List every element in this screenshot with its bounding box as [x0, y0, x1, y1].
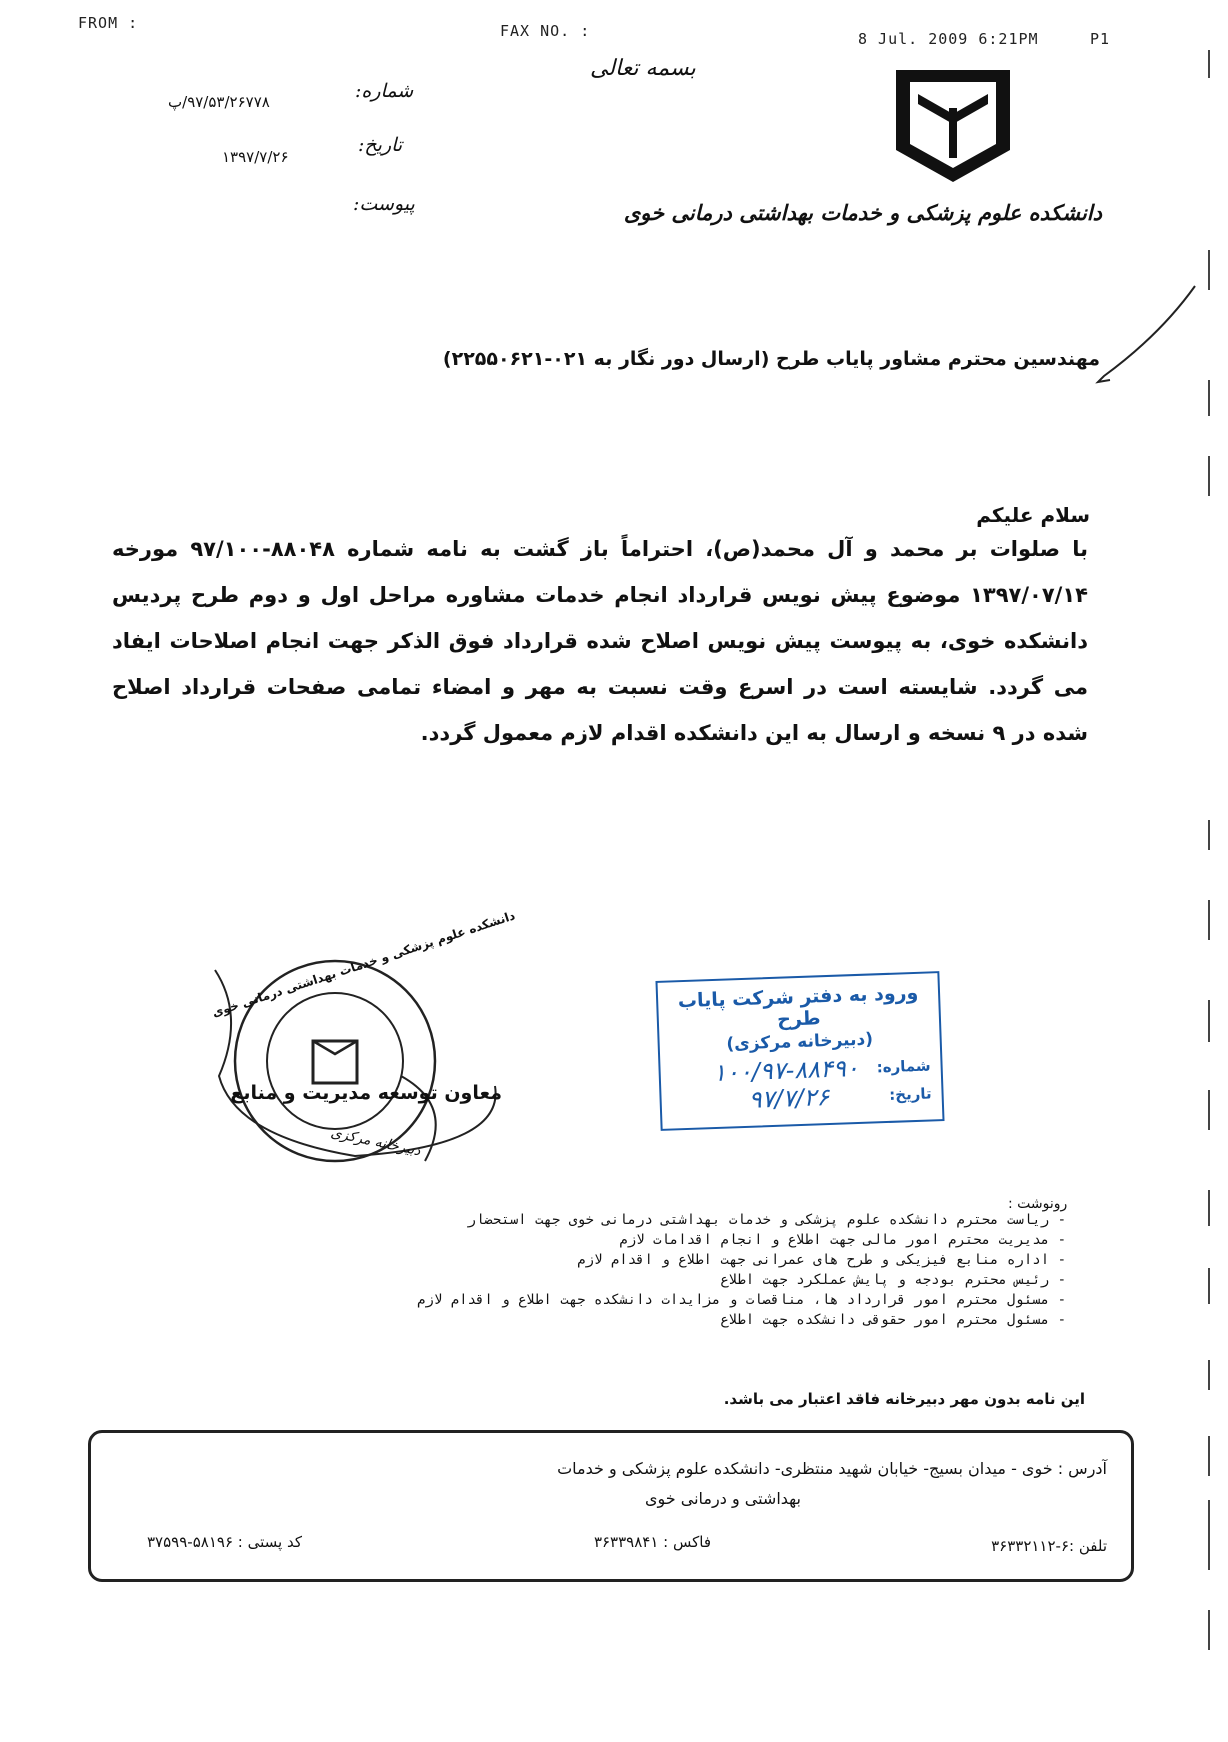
receipt-stamp: [655, 971, 944, 1131]
fax-page-number: P1: [1090, 30, 1111, 48]
receipt-number-value: ۱۰۰/۹۷-۸۸۴۹۰: [712, 1053, 860, 1088]
scan-edge-mark: [1208, 250, 1210, 290]
greeting: سلام علیکم: [976, 503, 1090, 527]
cc-item: - اداره منابع فیزیکی و طرح های عمرانی جهت اطلاع و اقدام لازم: [577, 1252, 1066, 1268]
letter-date: ۱۳۹۷/۷/۲۶: [222, 148, 289, 166]
scan-edge-mark: [1208, 1436, 1210, 1476]
receipt-stamp-line1: ورود به دفتر شرکت پایاب طرح: [677, 981, 919, 1031]
fax-number-label: FAX NO. :: [500, 22, 591, 40]
letter-number: ۹۷/۵۳/۲۶۷۷۸/پ: [168, 93, 270, 111]
invocation-text: بسمه تعالی: [590, 56, 696, 81]
footer-address-line2: بهداشتی و درمانی خوی: [645, 1489, 801, 1508]
scan-edge-mark: [1208, 1190, 1210, 1226]
receipt-date-label: تاریخ:: [888, 1084, 932, 1104]
scan-edge-mark: [1208, 1268, 1210, 1304]
cc-item: - مسئول محترم امور قرارداد ها، مناقصات و مزایدات دانشکده جهت اطلاع و اقدام لازم: [416, 1292, 1066, 1308]
date-label: تاریخ:: [358, 134, 403, 156]
scan-edge-mark: [1208, 456, 1210, 496]
receipt-number-label: شماره:: [876, 1056, 931, 1077]
scan-edge-mark: [1208, 1610, 1210, 1650]
footer-address-box: [88, 1430, 1134, 1582]
fax-date-time: 8 Jul. 2009 6:21PM: [858, 30, 1039, 48]
scan-edge-mark: [1208, 820, 1210, 850]
number-label: شماره:: [355, 80, 414, 102]
cc-item: - مسئول محترم امور حقوقی دانشکده جهت اطلاع: [720, 1312, 1066, 1328]
footer-fax: فاکس : ۳۶۳۳۹۸۴۱: [593, 1533, 711, 1551]
footer-address-line1: آدرس : خوی - میدان بسیج- خیابان شهید منتظری- دانشکده علوم پزشکی و خدمات: [557, 1459, 1107, 1478]
cc-label: رونوشت :: [1008, 1196, 1068, 1212]
footer-postal-code: کد پستی : ۵۸۱۹۶-۳۷۵۹۹: [147, 1533, 302, 1551]
scan-edge-mark: [1208, 1090, 1210, 1130]
attachment-label: پیوست:: [353, 193, 415, 215]
scan-edge-mark: [1208, 50, 1210, 78]
cc-list: [190, 1210, 1066, 1330]
fax-from-label: FROM :: [78, 14, 139, 32]
seal-bottom-text: دبیرخانه مرکزی: [329, 1124, 423, 1160]
scan-edge-mark: [1208, 900, 1210, 940]
cc-item: - رئیس محترم بودجه و پایش عملکرد جهت اطلاع: [720, 1272, 1066, 1288]
receipt-stamp-line2: (دبیرخانه مرکزی): [726, 1029, 874, 1055]
footer-phone: تلفن :۶-۳۶۳۳۲۱۱۲: [991, 1537, 1107, 1555]
validity-note: این نامه بدون مهر دبیرخانه فاقد اعتبار می باشد.: [723, 1390, 1085, 1408]
pen-stroke-mark: [1090, 280, 1200, 390]
cc-item: - مدیریت محترم امور مالی جهت اطلاع و انجام اقدامات لازم: [619, 1232, 1066, 1248]
signatory-title: معاون توسعه مدیریت و منابع: [230, 1082, 502, 1104]
addressee-line: مهندسین محترم مشاور پایاب طرح (ارسال دور نگار به ۰۲۱-۲۲۵۵۰۶۲۱): [442, 348, 1100, 370]
letter-body: با صلوات بر محمد و آل محمد(ص)، احتراماً باز گشت به نامه شماره ۸۸۰۴۸-۹۷/۱۰۰ مورخه ۱۳۹۷/۰۷/۱۴ موضوع پیش نویس قرارداد انجام خدمات مشاوره مراحل اول و دوم طرح پردیس دانشکده خوی، به پیوست پیش نویس اصلاح شده قرارداد فوق الذکر جهت انجام اصلاحات ایفاد می گردد. شایسته است در اسرع وقت نسبت به مهر و امضاء تمامی صفحات قرارداد اصلاح شده در ۹ نسخه و ارسال به این دانشکده اقدام لازم معمول گردد.: [112, 537, 1088, 745]
scan-edge-mark: [1208, 1360, 1210, 1390]
receipt-date-value: ۹۷/۷/۲۶: [748, 1083, 830, 1114]
cc-item: - ریاست محترم دانشکده علوم پزشکی و خدمات بهداشتی درمانی خوی جهت استحضار: [467, 1212, 1066, 1228]
scan-edge-mark: [1208, 380, 1210, 416]
university-logo: [888, 64, 1018, 188]
scan-edge-mark: [1208, 1000, 1210, 1042]
seal-text: دانشکده علوم پزشکی و خدمات بهداشتی درمانی خوی: [210, 908, 517, 1020]
institution-name: دانشکده علوم پزشکی و خدمات بهداشتی درمانی خوی: [623, 200, 1102, 225]
scan-edge-mark: [1208, 1500, 1210, 1570]
